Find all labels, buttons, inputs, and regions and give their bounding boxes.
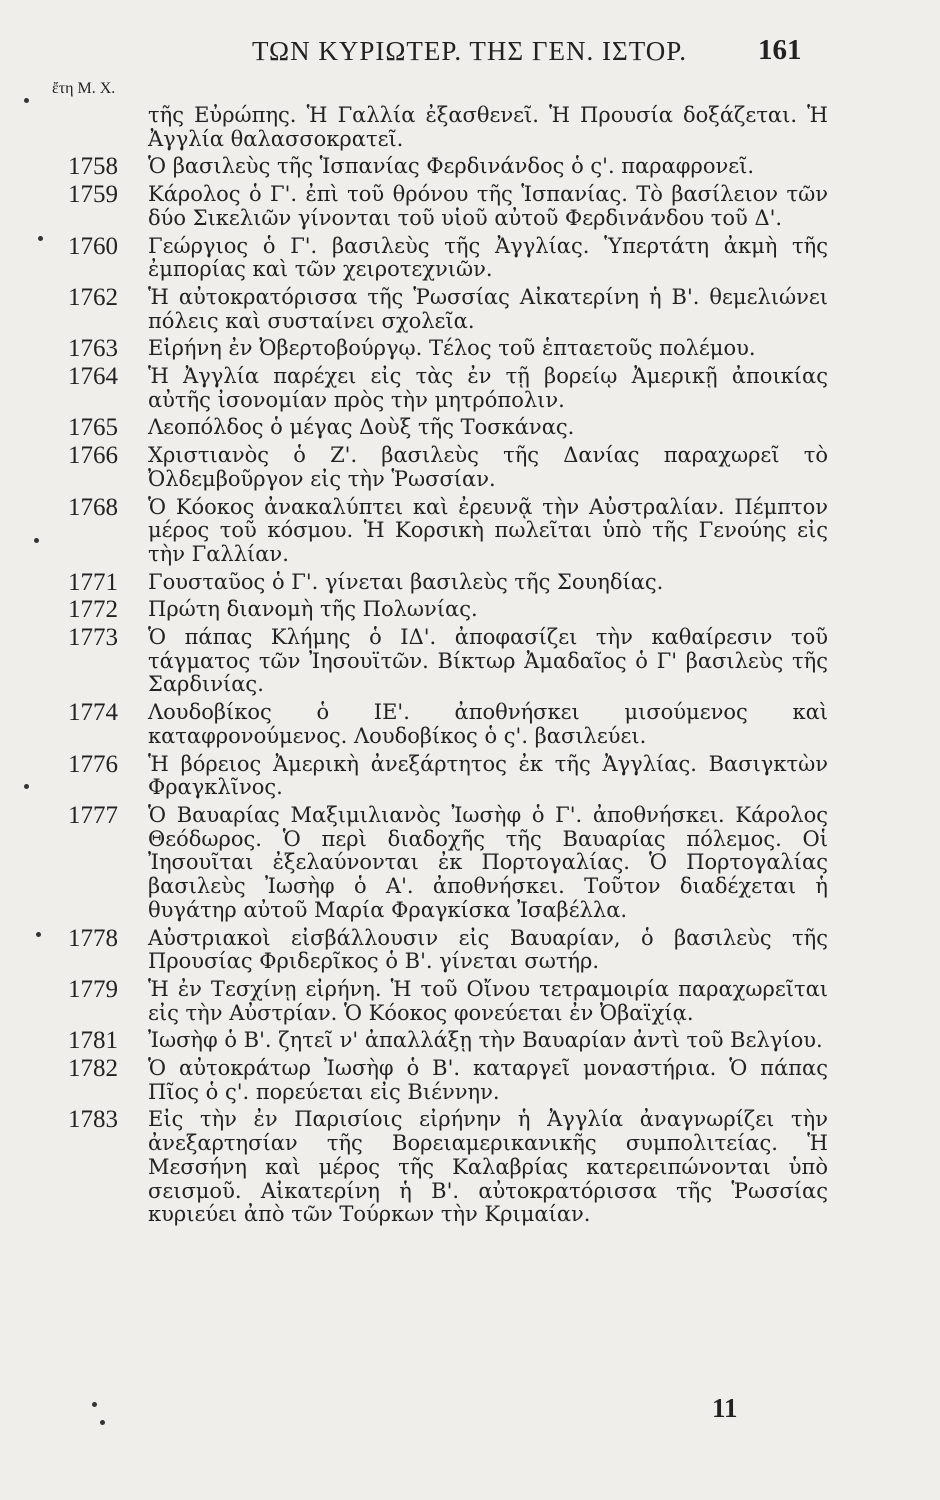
entry-year: 1768 bbox=[68, 493, 118, 521]
chronology-entry bbox=[0, 493, 940, 567]
chronology-entry bbox=[0, 283, 940, 333]
entry-text: Χριστιανὸς ὁ Ζ'. βασιλεὺς τῆς Δανίας παραχωρεῖ τὸ Ὀλδεμβοῦργον εἰς τὴν Ῥωσσίαν. bbox=[148, 443, 828, 491]
margin-note: ἔτη Μ. Χ. bbox=[52, 80, 116, 97]
entry-year: 1774 bbox=[68, 699, 118, 727]
entry-year: 1776 bbox=[68, 750, 118, 778]
entry-text: Ὁ πάπας Κλήμης ὁ ΙΔ'. ἀποφασίζει τὴν καθαίρεσιν τοῦ τάγματος τῶν Ἰησουϊτῶν. Βίκτωρ Ἀμαδαῖος ὁ Γ' βασιλεὺς τῆς Σαρδινίας. bbox=[148, 625, 828, 697]
entry-text: Ἡ ἐν Τεσχίνῃ εἰρήνη. Ἡ τοῦ Οἴνου τετραμοιρία παραχωρεῖται εἰς τὴν Αὐστρίαν. Ὁ Κόοκος φονεύεται ἐν Ὀβαϊχίᾳ. bbox=[148, 976, 828, 1025]
entry-text: Ἡ βόρειος Ἀμερικὴ ἀνεξάρτητος ἐκ τῆς Ἀγγλίας. Βασιγκτὼν Φραγκλῖνος. bbox=[148, 751, 828, 800]
page-number: 161 bbox=[758, 34, 802, 66]
margin-dot bbox=[38, 236, 43, 241]
chronology-entry bbox=[0, 750, 940, 800]
chronology-entry bbox=[0, 924, 940, 974]
entry-year: 1783 bbox=[68, 1106, 118, 1134]
page-header bbox=[0, 34, 940, 74]
entry-year: 1771 bbox=[68, 568, 118, 596]
entry-year: 1779 bbox=[68, 975, 118, 1003]
entry-text: Ὁ Κόοκος ἀνακαλύπτει καὶ ἐρευνᾷ τὴν Αὐστραλίαν. Πέμπτον μέρος τοῦ κόσμου. Ἡ Κορσικὴ πωλεῖται ὑπὸ τῆς Γενούης εἰς τὴν Γαλλίαν. bbox=[148, 494, 828, 566]
entry-year: 1758 bbox=[68, 153, 118, 181]
entry-text: Ἡ αὐτοκρατόρισσα τῆς Ῥωσσίας Αἰκατερίνη ἡ Β'. θεμελιώνει πόλεις καὶ συσταίνει σχολεῖα. bbox=[148, 284, 828, 333]
entry-text: Εἰρήνη ἐν Ὀβερτοβούργῳ. Τέλος τοῦ ἑπταετοῦς πολέμου. bbox=[148, 336, 756, 361]
entry-year: 1766 bbox=[68, 442, 118, 470]
signature-mark: 11 bbox=[712, 1393, 738, 1423]
chronology-entry bbox=[0, 1108, 940, 1227]
entry-text: Ὁ βασιλεὺς τῆς Ἱσπανίας Φερδινάνδος ὁ ς'. παραφρονεῖ. bbox=[148, 154, 755, 179]
entry-year: 1781 bbox=[68, 1027, 118, 1055]
chronology-entry bbox=[0, 416, 940, 440]
margin-dot bbox=[92, 1402, 97, 1407]
chronology-entry bbox=[0, 1029, 940, 1053]
entry-text: Λουδοβίκος ὁ ΙΕ'. ἀποθνήσκει μισούμενος καὶ καταφρονούμενος. Λουδοβίκος ὁ ς'. βασιλεύει. bbox=[148, 700, 828, 748]
chronology-entry bbox=[0, 801, 940, 923]
chronology-entry bbox=[0, 444, 940, 491]
entry-text: Γουσταῦος ὁ Γ'. γίνεται βασιλεὺς τῆς Σουηδίας. bbox=[148, 569, 664, 594]
entry-text: Κάρολος ὁ Γ'. ἐπὶ τοῦ θρόνου τῆς Ἱσπανίας. Τὸ βασίλειον τῶν δύο Σικελιῶν γίνονται τοῦ υἱοῦ αὐτοῦ Φερδινάνδου τοῦ Δ'. bbox=[148, 182, 828, 230]
entry-year: 1778 bbox=[68, 924, 118, 952]
chronology-entry bbox=[0, 183, 940, 230]
entry-text: Αὐστριακοὶ εἰσβάλλουσιν εἰς Βαυαρίαν, ὁ βασιλεὺς τῆς Προυσίας Φριδερῖκος ὁ Β'. γίνεται σωτήρ. bbox=[148, 925, 828, 974]
chronology-entry bbox=[0, 232, 940, 282]
continuation-text: τῆς Εὐρώπης. Ἡ Γαλλία ἐξασθενεῖ. Ἡ Προυσία δοξάζεται. Ἡ Ἀγγλία θαλασσοκρατεῖ. bbox=[148, 103, 828, 151]
entry-year: 1759 bbox=[68, 181, 118, 209]
entry-text: Ἡ Ἀγγλία παρέχει εἰς τὰς ἐν τῇ βορείῳ Ἀμερικῇ ἀποικίας αὐτῆς ἰσονομίαν πρὸς τὴν μητρόπολιν. bbox=[148, 364, 828, 412]
entry-list bbox=[0, 155, 940, 1227]
margin-dot bbox=[36, 932, 41, 937]
entry-text: Ἰωσὴφ ὁ Β'. ζητεῖ ν' ἀπαλλάξῃ τὴν Βαυαρίαν ἀντὶ τοῦ Βελγίου. bbox=[148, 1028, 823, 1053]
entry-text: Εἰς τὴν ἐν Παρισίοις εἰρήνην ἡ Ἀγγλία ἀναγνωρίζει τὴν ἀνεξαρτησίαν τῆς Βορειαμερικανικῆς συμπολιτείας. Ἡ Μεσσήνη καὶ μέρος τῆς Καλαβρίας κατερειπώνονται ὑπὸ σεισμοῦ. Αἰκατερίνη ἡ Β'. αὐτοκρατόρισσα τῆς Ῥωσσίας κυριεύει ἀπὸ τῶν Τούρκων τὴν Κριμαίαν. bbox=[148, 1107, 828, 1227]
margin-dot bbox=[24, 98, 29, 103]
margin-dot bbox=[34, 538, 39, 543]
chronology-list bbox=[0, 104, 940, 1227]
entry-year: 1763 bbox=[68, 335, 118, 363]
entry-text: Ὁ Βαυαρίας Μαξιμιλιανὸς Ἰωσὴφ ὁ Γ'. ἀποθνήσκει. Κάρολος Θεόδωρος. Ὁ περὶ διαδοχῆς τῆς Βαυαρίας πόλεμος. Οἱ Ἰησουῖται ἐξελαύνονται ἐκ Πορτογαλίας. Ὁ Πορτογαλίας βασιλεὺς Ἰωσὴφ ὁ Α'. ἀποθνήσκει. Τοῦτον διαδέχεται ἡ θυγάτηρ αὐτοῦ Μαρία Φραγκίσκα Ἰσαβέλλα. bbox=[148, 802, 828, 922]
chronology-entry bbox=[0, 598, 940, 622]
chronology-entry bbox=[0, 975, 940, 1025]
chronology-entry bbox=[0, 155, 940, 179]
chronology-entry bbox=[0, 337, 940, 361]
entry-text: Πρώτη διανομὴ τῆς Πολωνίας. bbox=[148, 597, 478, 622]
entry-year: 1765 bbox=[68, 414, 118, 442]
entry-year: 1764 bbox=[68, 363, 118, 391]
entry-text: Γεώργιος ὁ Γ'. βασιλεὺς τῆς Ἀγγλίας. Ὑπερτάτη ἀκμὴ τῆς ἐμπορίας καὶ τῶν χειροτεχνιῶν. bbox=[148, 233, 828, 282]
entry-year: 1762 bbox=[68, 283, 118, 311]
chronology-entry bbox=[0, 1057, 940, 1104]
margin-dot bbox=[100, 1420, 105, 1425]
chronology-entry bbox=[0, 568, 940, 596]
entry-year: 1777 bbox=[68, 801, 118, 829]
entry-text: Λεοπόλδος ὁ μέγας Δοὺξ τῆς Τοσκάνας. bbox=[148, 415, 575, 440]
entry-year: 1772 bbox=[68, 596, 118, 624]
entry-text: Ὁ αὐτοκράτωρ Ἰωσὴφ ὁ Β'. καταργεῖ μοναστήρια. Ὁ πάπας Πῖος ὁ ς'. πορεύεται εἰς Βιέννην. bbox=[148, 1056, 828, 1104]
entry-year: 1760 bbox=[68, 232, 118, 260]
chronology-entry bbox=[0, 365, 940, 412]
chronology-entry bbox=[0, 701, 940, 748]
entry-year: 1773 bbox=[68, 624, 118, 652]
running-head: ΤΩΝ ΚΥΡΙΩΤΕΡ. ΤΗΣ ΓΕΝ. ΙΣΤΟΡ. bbox=[252, 36, 688, 66]
entry-year: 1782 bbox=[68, 1055, 118, 1083]
chronology-entry bbox=[0, 626, 940, 697]
margin-dot bbox=[24, 784, 29, 789]
